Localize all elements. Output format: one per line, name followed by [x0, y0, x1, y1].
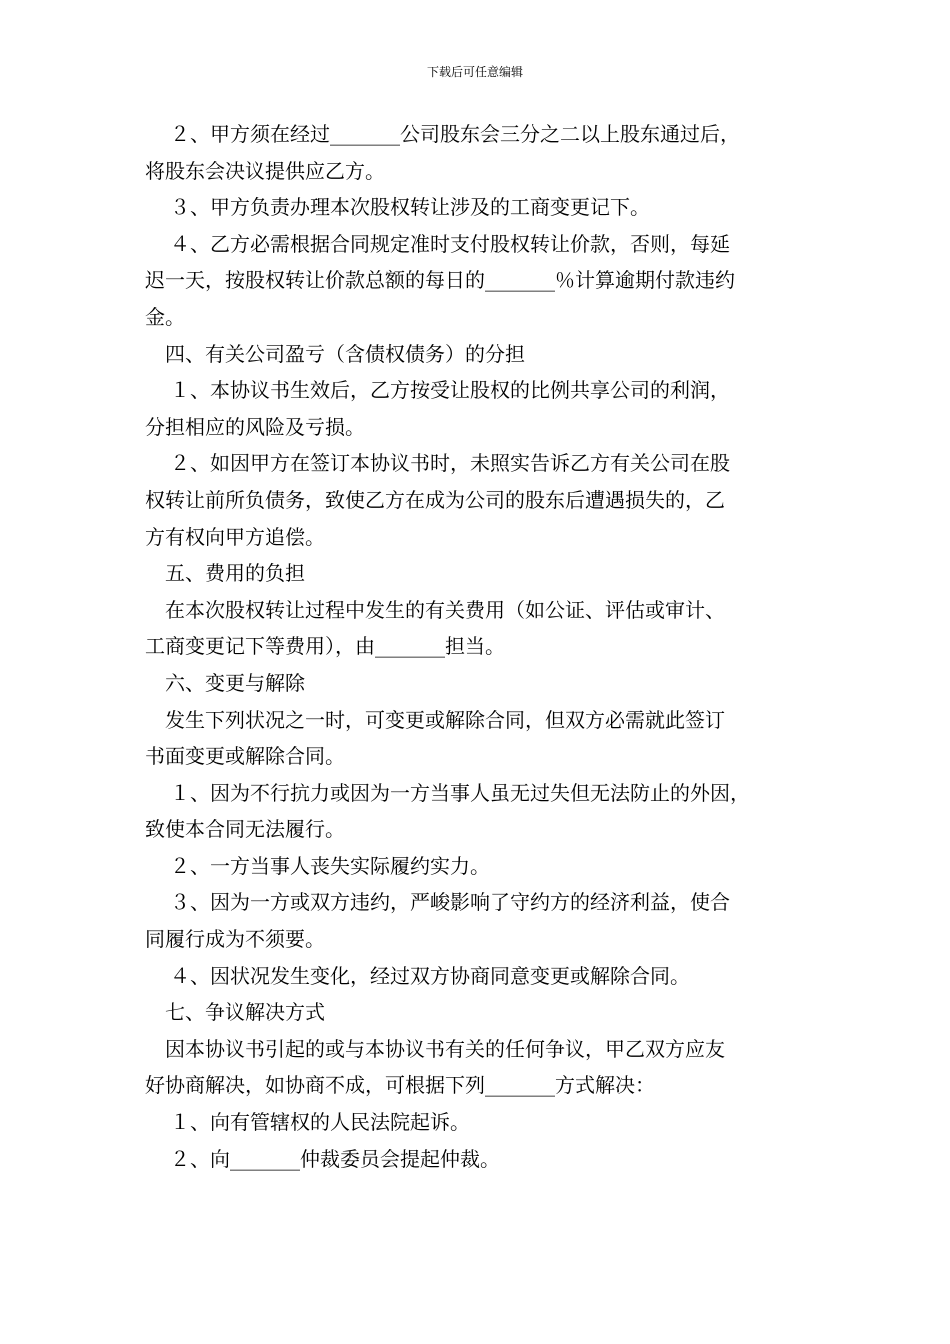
paragraph-line: ２、一方当事人丧失实际履约实力。	[170, 853, 490, 878]
paragraph-line: 方有权向甲方追偿。	[145, 524, 325, 549]
paragraph-line: 书面变更或解除合同。	[145, 744, 345, 769]
paragraph-line: ２、向_______仲裁委员会提起仲裁。	[170, 1146, 500, 1171]
paragraph-line: ２、甲方须在经过_______公司股东会三分之二以上股东通过后，	[170, 122, 740, 146]
paragraph-line: 发生下列状况之一时，可变更或解除合同，但双方必需就此签订	[165, 707, 725, 732]
page-header-note: 下载后可任意编辑	[426, 65, 523, 79]
paragraph-line: 在本次股权转让过程中发生的有关费用（如公证、评估或审计、	[165, 597, 725, 622]
paragraph-line: 权转让前所负债务，致使乙方在成为公司的股东后遭遇损失的，乙	[145, 487, 725, 512]
paragraph-line: ３、甲方负责办理本次股权转让涉及的工商变更记下。	[170, 195, 650, 220]
paragraph	[145, 702, 810, 775]
paragraph-line: ２、如因甲方在签订本协议书时，未照实告诉乙方有关公司在股	[170, 451, 730, 476]
paragraph	[145, 445, 810, 555]
paragraph	[145, 775, 810, 848]
paragraph-line: ３、因为一方或双方违约，严峻影响了守约方的经济利益，使合	[170, 890, 730, 915]
paragraph-line: 因本协议书引起的或与本协议书有关的任何争议，甲乙双方应友	[165, 1036, 725, 1061]
paragraph-line: １、向有管辖权的人民法院起诉。	[170, 1110, 470, 1135]
paragraph-line: ４、乙方必需根据合同规定准时支付股权转让价款，否则，每延	[170, 231, 730, 256]
paragraph	[145, 1141, 810, 1178]
paragraph	[145, 592, 810, 665]
paragraph-line: 四、有关公司盈亏（含债权债务）的分担	[165, 341, 525, 366]
paragraph-line: 将股东会决议提供应乙方。	[145, 158, 385, 183]
paragraph-line: 五、费用的负担	[165, 561, 305, 586]
document-body	[145, 116, 810, 1177]
paragraph-line: １、本协议书生效后，乙方按受让股权的比例共享公司的利润，	[170, 378, 730, 403]
paragraph	[145, 958, 810, 995]
paragraph-line: 同履行成为不须要。	[145, 927, 325, 952]
paragraph	[145, 1031, 810, 1104]
paragraph-line: 迟一天，按股权转让价款总额的每日的_______％计算逾期付款违约	[145, 268, 735, 293]
paragraph	[145, 189, 810, 226]
paragraph	[145, 116, 810, 189]
paragraph-line: 好协商解决，如协商不成，可根据下列_______方式解决：	[145, 1073, 655, 1098]
paragraph	[145, 372, 810, 445]
paragraph-line: 六、变更与解除	[165, 670, 305, 695]
paragraph	[145, 555, 810, 592]
paragraph-line: 分担相应的风险及亏损。	[145, 414, 365, 439]
paragraph	[145, 226, 810, 336]
paragraph	[145, 336, 810, 373]
paragraph-line: 金。	[145, 304, 185, 329]
paragraph-line: １、因为不行抗力或因为一方当事人虽无过失但无法防止的外因，	[170, 780, 750, 805]
paragraph	[145, 884, 810, 957]
paragraph-line: ４、因状况发生变化，经过双方协商同意变更或解除合同。	[170, 963, 690, 988]
paragraph	[145, 665, 810, 702]
paragraph-line: 七、争议解决方式	[165, 1000, 325, 1025]
paragraph-line: 致使本合同无法履行。	[145, 817, 345, 842]
paragraph	[145, 994, 810, 1031]
paragraph-line: 工商变更记下等费用），由_______担当。	[145, 634, 505, 659]
paragraph	[145, 848, 810, 885]
paragraph	[145, 1104, 810, 1141]
